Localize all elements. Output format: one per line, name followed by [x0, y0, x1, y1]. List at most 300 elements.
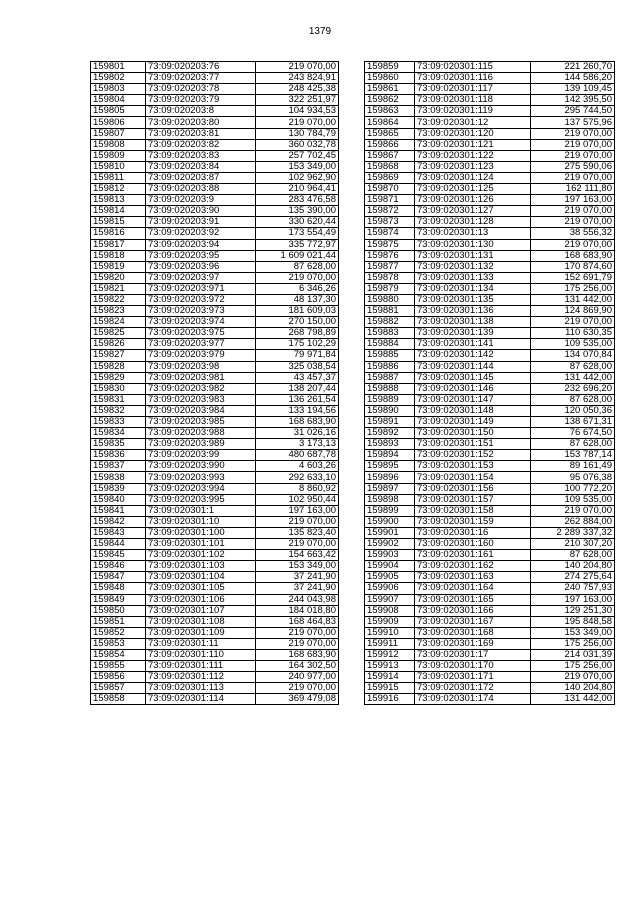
table-row — [91, 139, 339, 150]
table-row — [91, 250, 339, 261]
table-row — [91, 450, 339, 461]
cadastral-value-cell: 124 869,90 — [531, 306, 615, 317]
cadastral-number-cell: 73:09:020203:90 — [146, 206, 256, 217]
cadastral-number-cell: 73:09:020301:163 — [415, 572, 531, 583]
table-row — [365, 106, 615, 117]
row-number-cell: 159829 — [91, 372, 146, 383]
cadastral-value-cell: 283 476,58 — [256, 195, 339, 206]
row-number-cell: 159822 — [91, 294, 146, 305]
cadastral-value-cell: 76 674,50 — [531, 428, 615, 439]
cadastral-value-cell: 129 251,30 — [531, 605, 615, 616]
row-number-cell: 159899 — [365, 505, 415, 516]
cadastral-value-cell: 219 070,00 — [531, 672, 615, 683]
table-row — [91, 62, 339, 73]
row-number-cell: 159886 — [365, 361, 415, 372]
row-number-cell: 159850 — [91, 605, 146, 616]
row-number-cell: 159888 — [365, 383, 415, 394]
row-number-cell: 159842 — [91, 516, 146, 527]
row-number-cell: 159825 — [91, 328, 146, 339]
cadastral-number-cell: 73:09:020301:168 — [415, 627, 531, 638]
cadastral-value-cell: 175 256,00 — [531, 661, 615, 672]
table-row — [365, 616, 615, 627]
cadastral-number-cell: 73:09:020301:114 — [146, 694, 256, 705]
row-number-cell: 159916 — [365, 694, 415, 705]
cadastral-number-cell: 73:09:020301:117 — [415, 84, 531, 95]
cadastral-number-cell: 73:09:020301:133 — [415, 272, 531, 283]
cadastral-value-cell: 131 442,00 — [531, 372, 615, 383]
row-number-cell: 159912 — [365, 649, 415, 660]
row-number-cell: 159864 — [365, 117, 415, 128]
row-number-cell: 159882 — [365, 317, 415, 328]
cadastral-number-cell: 73:09:020203:76 — [146, 62, 256, 73]
row-number-cell: 159915 — [365, 683, 415, 694]
cadastral-number-cell: 73:09:020301:127 — [415, 206, 531, 217]
row-number-cell: 159811 — [91, 172, 146, 183]
table-row — [365, 84, 615, 95]
cadastral-value-cell: 168 683,90 — [256, 649, 339, 660]
table-row — [91, 239, 339, 250]
table-row — [365, 450, 615, 461]
cadastral-value-cell: 219 070,00 — [256, 627, 339, 638]
row-number-cell: 159873 — [365, 217, 415, 228]
cadastral-value-cell: 219 070,00 — [531, 505, 615, 516]
row-number-cell: 159844 — [91, 539, 146, 550]
cadastral-number-cell: 73:09:020301:111 — [146, 661, 256, 672]
table-row — [365, 317, 615, 328]
cadastral-number-cell: 73:09:020301:119 — [415, 106, 531, 117]
cadastral-number-cell: 73:09:020203:979 — [146, 350, 256, 361]
cadastral-number-cell: 73:09:020301:101 — [146, 539, 256, 550]
row-number-cell: 159856 — [91, 672, 146, 683]
table-row — [91, 672, 339, 683]
row-number-cell: 159830 — [91, 383, 146, 394]
cadastral-value-cell: 135 823,40 — [256, 527, 339, 538]
cadastral-value-cell: 219 070,00 — [256, 638, 339, 649]
table-row — [91, 405, 339, 416]
row-number-cell: 159895 — [365, 461, 415, 472]
row-number-cell: 159875 — [365, 239, 415, 250]
table-row — [365, 361, 615, 372]
row-number-cell: 159832 — [91, 405, 146, 416]
row-number-cell: 159904 — [365, 561, 415, 572]
table-row — [365, 483, 615, 494]
cadastral-number-cell: 73:09:020301:144 — [415, 361, 531, 372]
table-row — [91, 627, 339, 638]
cadastral-number-cell: 73:09:020203:982 — [146, 383, 256, 394]
page-number: 1379 — [308, 26, 332, 37]
table-row — [91, 550, 339, 561]
row-number-cell: 159857 — [91, 683, 146, 694]
table-row — [91, 527, 339, 538]
cadastral-value-cell: 480 687,78 — [256, 450, 339, 461]
cadastral-number-cell: 73:09:020301:161 — [415, 550, 531, 561]
cadastral-value-cell: 136 261,54 — [256, 394, 339, 405]
cadastral-value-cell: 4 603,26 — [256, 461, 339, 472]
table-row — [91, 261, 339, 272]
cadastral-number-cell: 73:09:020301:153 — [415, 461, 531, 472]
cadastral-number-cell: 73:09:020203:8 — [146, 106, 256, 117]
cadastral-number-cell: 73:09:020203:97 — [146, 272, 256, 283]
cadastral-number-cell: 73:09:020301:142 — [415, 350, 531, 361]
table-row — [91, 317, 339, 328]
cadastral-number-cell: 73:09:020301:159 — [415, 516, 531, 527]
cadastral-number-cell: 73:09:020301:12 — [415, 117, 531, 128]
row-number-cell: 159878 — [365, 272, 415, 283]
table-row — [365, 539, 615, 550]
cadastral-value-cell: 109 535,00 — [531, 494, 615, 505]
cadastral-value-cell: 219 070,00 — [256, 117, 339, 128]
row-number-cell: 159852 — [91, 627, 146, 638]
cadastral-value-cell: 153 349,00 — [531, 627, 615, 638]
row-number-cell: 159824 — [91, 317, 146, 328]
cadastral-number-cell: 73:09:020301:102 — [146, 550, 256, 561]
table-row — [365, 383, 615, 394]
cadastral-value-cell: 219 070,00 — [256, 272, 339, 283]
row-number-cell: 159831 — [91, 394, 146, 405]
cadastral-number-cell: 73:09:020301:10 — [146, 516, 256, 527]
row-number-cell: 159834 — [91, 428, 146, 439]
table-row — [91, 84, 339, 95]
cadastral-value-cell: 8 860,92 — [256, 483, 339, 494]
row-number-cell: 159801 — [91, 62, 146, 73]
table-row — [365, 672, 615, 683]
cadastral-value-cell: 210 964,41 — [256, 184, 339, 195]
row-number-cell: 159848 — [91, 583, 146, 594]
table-row — [365, 328, 615, 339]
table-row — [365, 150, 615, 161]
cadastral-number-cell: 73:09:020203:995 — [146, 494, 256, 505]
cadastral-number-cell: 73:09:020301:17 — [415, 649, 531, 660]
cadastral-number-cell: 73:09:020301:112 — [146, 672, 256, 683]
table-row — [91, 184, 339, 195]
table-row — [365, 605, 615, 616]
cadastral-number-cell: 73:09:020203:81 — [146, 128, 256, 139]
table-row — [91, 172, 339, 183]
cadastral-value-cell: 3 173,13 — [256, 439, 339, 450]
row-number-cell: 159884 — [365, 339, 415, 350]
row-number-cell: 159870 — [365, 184, 415, 195]
cadastral-number-cell: 73:09:020301:165 — [415, 594, 531, 605]
row-number-cell: 159821 — [91, 283, 146, 294]
cadastral-value-cell: 37 241,90 — [256, 583, 339, 594]
cadastral-number-cell: 73:09:020301:141 — [415, 339, 531, 350]
cadastral-number-cell: 73:09:020301:164 — [415, 583, 531, 594]
cadastral-value-cell: 214 031,39 — [531, 649, 615, 660]
cadastral-number-cell: 73:09:020301:130 — [415, 239, 531, 250]
cadastral-value-cell: 219 070,00 — [531, 206, 615, 217]
table-row — [365, 272, 615, 283]
cadastral-value-cell: 197 163,00 — [531, 195, 615, 206]
table-row — [91, 306, 339, 317]
cadastral-number-cell: 73:09:020301:126 — [415, 195, 531, 206]
table-row — [365, 649, 615, 660]
cadastral-value-cell: 142 395,50 — [531, 95, 615, 106]
table-row — [365, 228, 615, 239]
table-row — [365, 550, 615, 561]
cadastral-number-cell: 73:09:020203:988 — [146, 428, 256, 439]
table-row — [365, 572, 615, 583]
cadastral-number-cell: 73:09:020301:167 — [415, 616, 531, 627]
cadastral-number-cell: 73:09:020301:166 — [415, 605, 531, 616]
cadastral-value-cell: 95 076,38 — [531, 472, 615, 483]
row-number-cell: 159845 — [91, 550, 146, 561]
table-row — [365, 250, 615, 261]
row-number-cell: 159880 — [365, 294, 415, 305]
table-row — [365, 516, 615, 527]
cadastral-value-cell: 240 977,00 — [256, 672, 339, 683]
table-row — [91, 683, 339, 694]
row-number-cell: 159839 — [91, 483, 146, 494]
row-number-cell: 159805 — [91, 106, 146, 117]
table-row — [91, 505, 339, 516]
table-row — [365, 561, 615, 572]
cadastral-value-cell: 219 070,00 — [531, 150, 615, 161]
cadastral-value-cell: 195 848,58 — [531, 616, 615, 627]
cadastral-number-cell: 73:09:020203:989 — [146, 439, 256, 450]
cadastral-number-cell: 73:09:020301:128 — [415, 217, 531, 228]
cadastral-number-cell: 73:09:020203:84 — [146, 161, 256, 172]
cadastral-value-cell: 219 070,00 — [531, 172, 615, 183]
cadastral-number-cell: 73:09:020301:120 — [415, 128, 531, 139]
table-row — [365, 139, 615, 150]
cadastral-number-cell: 73:09:020203:83 — [146, 150, 256, 161]
cadastral-value-cell: 153 787,14 — [531, 450, 615, 461]
table-row — [365, 461, 615, 472]
cadastral-number-cell: 73:09:020301:157 — [415, 494, 531, 505]
row-number-cell: 159914 — [365, 672, 415, 683]
row-number-cell: 159826 — [91, 339, 146, 350]
cadastral-value-cell: 219 070,00 — [531, 128, 615, 139]
row-number-cell: 159806 — [91, 117, 146, 128]
table-row — [365, 683, 615, 694]
cadastral-value-cell: 335 772,97 — [256, 239, 339, 250]
cadastral-value-cell: 274 275,64 — [531, 572, 615, 583]
row-number-cell: 159900 — [365, 516, 415, 527]
table-row — [91, 228, 339, 239]
cadastral-number-cell: 73:09:020301:151 — [415, 439, 531, 450]
cadastral-value-cell: 322 251,97 — [256, 95, 339, 106]
table-row — [91, 483, 339, 494]
cadastral-value-cell: 268 798,89 — [256, 328, 339, 339]
cadastral-number-cell: 73:09:020301:135 — [415, 294, 531, 305]
cadastral-value-cell: 104 934,53 — [256, 106, 339, 117]
table-row — [91, 439, 339, 450]
row-number-cell: 159903 — [365, 550, 415, 561]
cadastral-number-cell: 73:09:020301:121 — [415, 139, 531, 150]
cadastral-number-cell: 73:09:020301:162 — [415, 561, 531, 572]
cadastral-number-cell: 73:09:020301:123 — [415, 161, 531, 172]
cadastral-number-cell: 73:09:020301:109 — [146, 627, 256, 638]
cadastral-number-cell: 73:09:020301:132 — [415, 261, 531, 272]
table-row — [91, 605, 339, 616]
table-row — [365, 439, 615, 450]
row-number-cell: 159814 — [91, 206, 146, 217]
row-number-cell: 159818 — [91, 250, 146, 261]
cadastral-value-cell: 138 671,31 — [531, 417, 615, 428]
row-number-cell: 159863 — [365, 106, 415, 117]
table-row — [365, 661, 615, 672]
row-number-cell: 159855 — [91, 661, 146, 672]
cadastral-number-cell: 73:09:020301:154 — [415, 472, 531, 483]
table-row — [91, 272, 339, 283]
row-number-cell: 159909 — [365, 616, 415, 627]
table-row — [365, 394, 615, 405]
table-row — [365, 283, 615, 294]
cadastral-value-cell: 138 207,44 — [256, 383, 339, 394]
cadastral-value-cell: 184 018,80 — [256, 605, 339, 616]
cadastral-number-cell: 73:09:020301:149 — [415, 417, 531, 428]
cadastral-value-cell: 87 628,00 — [531, 550, 615, 561]
cadastral-number-cell: 73:09:020301:11 — [146, 638, 256, 649]
table-row — [365, 638, 615, 649]
cadastral-number-cell: 73:09:020301:169 — [415, 638, 531, 649]
row-number-cell: 159808 — [91, 139, 146, 150]
row-number-cell: 159833 — [91, 417, 146, 428]
row-number-cell: 159891 — [365, 417, 415, 428]
row-number-cell: 159861 — [365, 84, 415, 95]
row-number-cell: 159892 — [365, 428, 415, 439]
table-row — [91, 195, 339, 206]
row-number-cell: 159905 — [365, 572, 415, 583]
row-number-cell: 159803 — [91, 84, 146, 95]
table-row — [91, 95, 339, 106]
cadastral-value-cell: 369 479,08 — [256, 694, 339, 705]
register-table-left — [90, 61, 339, 705]
table-row — [365, 583, 615, 594]
cadastral-number-cell: 73:09:020301:110 — [146, 649, 256, 660]
cadastral-value-cell: 244 043,98 — [256, 594, 339, 605]
row-number-cell: 159872 — [365, 206, 415, 217]
table-row — [91, 649, 339, 660]
table-row — [91, 328, 339, 339]
cadastral-number-cell: 73:09:020203:984 — [146, 405, 256, 416]
cadastral-value-cell: 330 620,44 — [256, 217, 339, 228]
table-row — [91, 73, 339, 84]
cadastral-number-cell: 73:09:020301:152 — [415, 450, 531, 461]
cadastral-number-cell: 73:09:020301:148 — [415, 405, 531, 416]
table-row — [365, 161, 615, 172]
cadastral-value-cell: 219 070,00 — [531, 317, 615, 328]
row-number-cell: 159859 — [365, 62, 415, 73]
table-row — [365, 505, 615, 516]
cadastral-value-cell: 1 609 021,44 — [256, 250, 339, 261]
table-row — [365, 95, 615, 106]
cadastral-value-cell: 360 032,78 — [256, 139, 339, 150]
cadastral-value-cell: 175 256,00 — [531, 283, 615, 294]
cadastral-value-cell: 219 070,00 — [531, 217, 615, 228]
cadastral-number-cell: 73:09:020301:145 — [415, 372, 531, 383]
cadastral-value-cell: 43 457,37 — [256, 372, 339, 383]
cadastral-value-cell: 140 204,80 — [531, 683, 615, 694]
row-number-cell: 159854 — [91, 649, 146, 660]
cadastral-number-cell: 73:09:020203:972 — [146, 294, 256, 305]
cadastral-number-cell: 73:09:020203:94 — [146, 239, 256, 250]
cadastral-value-cell: 262 884,00 — [531, 516, 615, 527]
cadastral-value-cell: 87 628,00 — [531, 361, 615, 372]
row-number-cell: 159813 — [91, 195, 146, 206]
table-row — [365, 184, 615, 195]
cadastral-value-cell: 120 050,36 — [531, 405, 615, 416]
table-row — [91, 594, 339, 605]
row-number-cell: 159838 — [91, 472, 146, 483]
table-row — [91, 583, 339, 594]
cadastral-number-cell: 73:09:020203:971 — [146, 283, 256, 294]
cadastral-value-cell: 139 109,45 — [531, 84, 615, 95]
table-row — [91, 117, 339, 128]
table-row — [91, 361, 339, 372]
table-row — [91, 294, 339, 305]
cadastral-value-cell: 137 575,96 — [531, 117, 615, 128]
cadastral-number-cell: 73:09:020301:174 — [415, 694, 531, 705]
cadastral-number-cell: 73:09:020203:92 — [146, 228, 256, 239]
row-number-cell: 159874 — [365, 228, 415, 239]
cadastral-number-cell: 73:09:020301:103 — [146, 561, 256, 572]
cadastral-value-cell: 109 535,00 — [531, 339, 615, 350]
cadastral-value-cell: 154 663,42 — [256, 550, 339, 561]
table-row — [91, 417, 339, 428]
row-number-cell: 159817 — [91, 239, 146, 250]
table-row — [91, 428, 339, 439]
cadastral-value-cell: 257 702,45 — [256, 150, 339, 161]
row-number-cell: 159913 — [365, 661, 415, 672]
row-number-cell: 159819 — [91, 261, 146, 272]
row-number-cell: 159823 — [91, 306, 146, 317]
cadastral-number-cell: 73:09:020301:1 — [146, 505, 256, 516]
cadastral-number-cell: 73:09:020301:172 — [415, 683, 531, 694]
cadastral-value-cell: 219 070,00 — [256, 539, 339, 550]
table-row — [365, 472, 615, 483]
row-number-cell: 159815 — [91, 217, 146, 228]
row-number-cell: 159809 — [91, 150, 146, 161]
cadastral-value-cell: 164 302,50 — [256, 661, 339, 672]
cadastral-value-cell: 210 307,20 — [531, 539, 615, 550]
cadastral-value-cell: 100 772,20 — [531, 483, 615, 494]
cadastral-value-cell: 131 442,00 — [531, 694, 615, 705]
table-row — [365, 627, 615, 638]
row-number-cell: 159911 — [365, 638, 415, 649]
cadastral-number-cell: 73:09:020203:973 — [146, 306, 256, 317]
table-row — [365, 294, 615, 305]
row-number-cell: 159910 — [365, 627, 415, 638]
cadastral-number-cell: 73:09:020203:87 — [146, 172, 256, 183]
cadastral-number-cell: 73:09:020301:106 — [146, 594, 256, 605]
table-row — [365, 306, 615, 317]
cadastral-number-cell: 73:09:020203:78 — [146, 84, 256, 95]
table-row — [365, 594, 615, 605]
table-row — [91, 694, 339, 705]
cadastral-value-cell: 240 757,93 — [531, 583, 615, 594]
row-number-cell: 159841 — [91, 505, 146, 516]
cadastral-value-cell: 162 111,80 — [531, 184, 615, 195]
cadastral-number-cell: 73:09:020203:79 — [146, 95, 256, 106]
table-row — [91, 283, 339, 294]
cadastral-number-cell: 73:09:020203:88 — [146, 184, 256, 195]
table-row — [365, 428, 615, 439]
cadastral-value-cell: 292 633,10 — [256, 472, 339, 483]
cadastral-number-cell: 73:09:020203:95 — [146, 250, 256, 261]
cadastral-number-cell: 73:09:020301:16 — [415, 527, 531, 538]
row-number-cell: 159816 — [91, 228, 146, 239]
row-number-cell: 159827 — [91, 350, 146, 361]
row-number-cell: 159877 — [365, 261, 415, 272]
table-row — [365, 195, 615, 206]
cadastral-number-cell: 73:09:020203:99 — [146, 450, 256, 461]
cadastral-number-cell: 73:09:020301:139 — [415, 328, 531, 339]
cadastral-number-cell: 73:09:020203:77 — [146, 73, 256, 84]
cadastral-value-cell: 89 161,49 — [531, 461, 615, 472]
table-row — [91, 461, 339, 472]
cadastral-number-cell: 73:09:020301:170 — [415, 661, 531, 672]
